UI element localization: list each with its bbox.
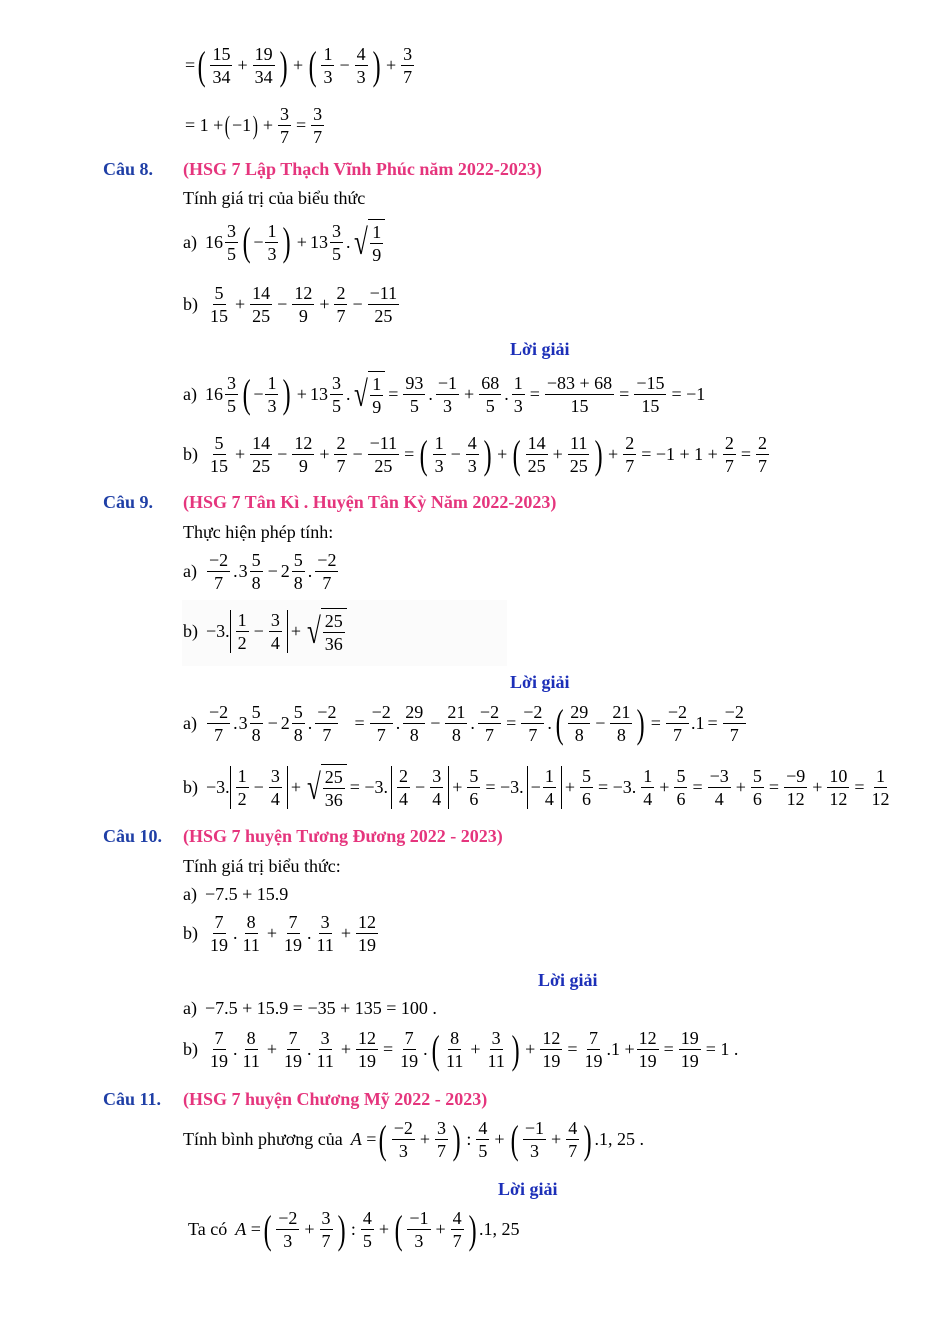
question-number: Câu 10. bbox=[103, 826, 163, 846]
solution-heading: Lời giải bbox=[510, 339, 570, 359]
q10-part-b: b) $\frac{7}{19}$ . $\frac{8}{11}$ + $\frac{7}{19}$ . $\frac{3}{11}$ + $\frac{12}{19}$ bbox=[183, 912, 376, 955]
equals-sign: = bbox=[185, 55, 196, 75]
part-label: a) bbox=[183, 884, 197, 904]
q11-prompt: Tính bình phương của A = ( $\frac{-2}{3}$ + $\frac{3}{7}$ ) : $\frac{4}{5}$ + ( $\frac{-1}{3}$ + $\frac{4}{7}$ ) .1, 25 . bbox=[183, 1116, 645, 1162]
question-source: (HSG 7 huyện Tương Đương 2022 - 2023) bbox=[183, 826, 503, 846]
q9-part-b: b) −3. $\frac{1}{2}$ − $\frac{3}{4}$ + √ $\frac{25}{36}$ bbox=[183, 608, 347, 654]
q10-solution-a: a) −7.5 + 15.9 = −35 + 135 = 100 . bbox=[183, 998, 437, 1018]
solution-heading: Lời giải bbox=[538, 970, 598, 990]
question-prompt: Thực hiện phép tính: bbox=[183, 522, 334, 542]
question-source: (HSG 7 Lập Thạch Vĩnh Phúc năm 2022-2023) bbox=[183, 159, 542, 179]
q9-solution-b: b) −3. $\frac{1}{2}$ − $\frac{3}{4}$ + √ $\frac{25}{36}$ = −3. $\frac{2}{4}$ − $\frac{3}{4}$ + $\frac{5}{6}$ = −3. − $\frac{1}{4}$ + $\frac{5}{6}$ = −3. $\frac{1}{4}$ + $\frac{5}{6}$ = $\frac{-3}{4}$ + $\frac{5}{6}$ = $\frac{-9}{12}$ + $\frac{10}{12}$ = $\frac{1}{12}$ bbox=[183, 765, 890, 810]
q11-solution: Ta có A = ( $\frac{-2}{3}$ + $\frac{3}{7}$ ) : $\frac{4}{5}$ + ( $\frac{-1}{3}$ + $\frac{4}{7}$ ) .1, 25 bbox=[188, 1206, 520, 1252]
solution-heading: Lời giải bbox=[510, 672, 570, 692]
q8-solution-a: a) 16 $\frac{3}{5}$ ( − $\frac{1}{3}$ ) + 13 $\frac{3}{5}$ . √ $\frac{1}{9}$ = $\frac{93}{5}$ . $\frac{-1}{3}$ + $\frac{68}{5}$ . $\frac{1}{3}$ = $\frac{-83 + 68}{15}$ = $\frac{-15}{15}$ = −1 bbox=[183, 371, 706, 417]
q7-solution-line-1: = ( $\frac{15}{34}$ + $\frac{19}{34}$ ) + ( $\frac{1}{3}$ − $\frac{4}{3}$ ) + $\frac{3}{7}$ bbox=[185, 42, 413, 88]
question-source: (HSG 7 huyện Chương Mỹ 2022 - 2023) bbox=[183, 1089, 488, 1109]
q8-part-b: b) $\frac{5}{15}$ + $\frac{14}{25}$ − $\frac{12}{9}$ + $\frac{2}{7}$ − $\frac{-11}{25}$ bbox=[183, 283, 398, 326]
expression: −7.5 + 15.9 = −35 + 135 = 100 . bbox=[204, 998, 437, 1018]
question-number: Câu 8. bbox=[103, 159, 154, 179]
solution-heading: Lời giải bbox=[498, 1179, 558, 1199]
question-number: Câu 9. bbox=[103, 492, 154, 512]
part-label: b) bbox=[183, 620, 198, 641]
q9-solution-a: a) $\frac{-2}{7}$ . 3 $\frac{5}{8}$ − 2 $\frac{5}{8}$ . $\frac{-2}{7}$ = $\frac{-2}{7}$ . $\frac{29}{8}$ − $\frac{21}{8}$ . $\frac{-2}{7}$ = $\frac{-2}{7}$ . ( $\frac{29}{8}$ − $\frac{21}{8}$ ) = $\frac{-2}{7}$ .1 = $\frac{-2}{7}$ bbox=[183, 700, 744, 746]
question-prompt: Tính bình phương của bbox=[183, 1129, 343, 1149]
q8-part-a: a) 16 $\frac{3}{5}$ ( − $\frac{1}{3}$ ) + 13 $\frac{3}{5}$ . √ $\frac{1}{9}$ bbox=[183, 219, 385, 265]
question-prompt: Tính giá trị biểu thức: bbox=[183, 856, 341, 876]
question-number: Câu 11. bbox=[103, 1089, 162, 1109]
part-label: b) bbox=[183, 294, 198, 314]
expression: −7.5 + 15.9 bbox=[204, 884, 289, 904]
q9-part-a: a) $\frac{-2}{7}$ . 3 $\frac{5}{8}$ − 2 $\frac{5}{8}$ . $\frac{-2}{7}$ bbox=[183, 550, 337, 593]
q10-part-a bbox=[183, 884, 288, 905]
part-label: b) bbox=[183, 923, 198, 943]
question-source: (HSG 7 Tân Kì . Huyện Tân Kỳ Năm 2022-2023) bbox=[183, 492, 557, 512]
q10-solution-b: b) $\frac{7}{19}$ . $\frac{8}{11}$ + $\frac{7}{19}$ . $\frac{3}{11}$ + $\frac{12}{19}$ = $\frac{7}{19}$ . ( $\frac{8}{11}$ + $\frac{3}{11}$ ) + $\frac{12}{19}$ = $\frac{7}{19}$ .1 + $\frac{12}{19}$ = $\frac{19}{19}$ = 1 . bbox=[183, 1026, 739, 1072]
part-label: a) bbox=[183, 231, 197, 252]
part-label: a) bbox=[183, 561, 197, 581]
q8-solution-b: b) $\frac{5}{15}$ + $\frac{14}{25}$ − $\frac{12}{9}$ + $\frac{2}{7}$ − $\frac{-11}{25}$ = ( $\frac{1}{3}$ − $\frac{4}{3}$ ) + ( $\frac{14}{25}$ + $\frac{11}{25}$ ) + $\frac{2}{7}$ = −1 + 1 + $\frac{2}{7}$ = $\frac{2}{7}$ bbox=[183, 431, 767, 477]
solution-intro: Ta có bbox=[188, 1219, 228, 1239]
q7-solution-line-2: = 1 + ( −1 ) + $\frac{3}{7}$ = $\frac{3}{7}$ bbox=[185, 104, 323, 147]
question-prompt: Tính giá trị của biểu thức bbox=[183, 188, 366, 208]
